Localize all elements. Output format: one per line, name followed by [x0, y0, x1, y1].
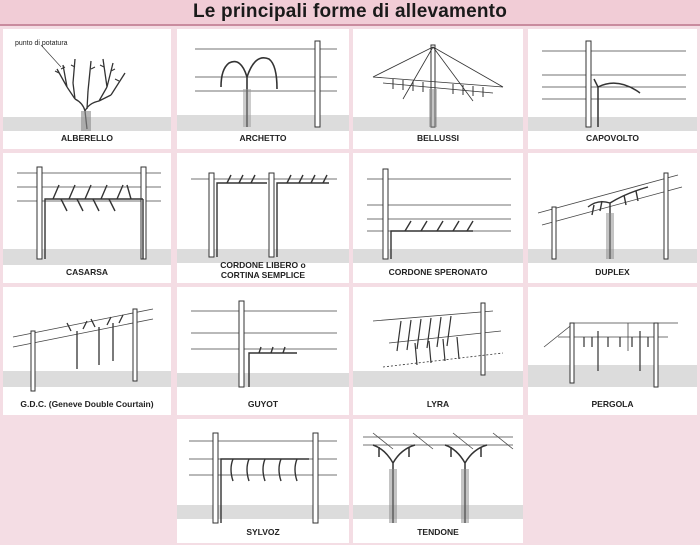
capovolto-illustration — [528, 29, 697, 149]
label-bellussi: BELLUSSI — [416, 133, 460, 143]
label-tendone: TENDONE — [417, 527, 459, 537]
panel-duplex — [528, 153, 697, 283]
sylvoz-illustration — [177, 419, 349, 543]
page-title: Le principali forme di allevamento — [192, 1, 508, 22]
label-sylvoz: SYLVOZ — [246, 527, 280, 537]
label-cordone-libero — [177, 260, 349, 280]
casarsa-illustration — [3, 153, 171, 283]
label-cordone-speronato: CORDONE SPERONATO — [388, 267, 488, 277]
tendone-illustration — [353, 419, 523, 543]
title-bar — [0, 0, 700, 26]
panel-casarsa — [3, 153, 171, 283]
label-alberello: ALBERELLO — [61, 133, 113, 143]
panel-tendone — [353, 419, 523, 543]
bellussi-illustration — [353, 29, 523, 149]
panel-archetto — [177, 29, 349, 149]
label-archetto: ARCHETTO — [239, 133, 287, 143]
pergola-illustration — [528, 287, 697, 415]
label-pergola: PERGOLA — [591, 399, 634, 409]
panel-sylvoz — [177, 419, 349, 543]
lyra-illustration — [353, 287, 523, 415]
alberello-illustration — [3, 29, 171, 149]
panel-alberello — [3, 29, 171, 149]
label-capovolto: CAPOVOLTO — [585, 133, 640, 143]
label-cordone-libero-line2: CORTINA SEMPLICE — [220, 270, 306, 280]
label-duplex: DUPLEX — [595, 267, 630, 277]
gdc-illustration — [3, 287, 171, 415]
label-casarsa: CASARSA — [65, 267, 109, 277]
duplex-illustration — [528, 153, 697, 283]
panel-bellussi — [353, 29, 523, 149]
pruning-point-annotation: punto di potatura — [15, 40, 68, 47]
archetto-illustration — [177, 29, 349, 149]
panel-capovolto — [528, 29, 697, 149]
panel-pergola — [528, 287, 697, 415]
label-lyra: LYRA — [426, 399, 450, 409]
panel-cordone-libero — [177, 153, 349, 283]
label-cordone-libero-line1: CORDONE LIBERO o — [220, 260, 306, 270]
cordone-speronato-illustration — [353, 153, 523, 283]
panel-lyra — [353, 287, 523, 415]
label-guyot: GUYOT — [247, 399, 279, 409]
guyot-illustration — [177, 287, 349, 415]
label-gdc: G.D.C. (Geneve Double Courtain) — [20, 399, 154, 409]
training-systems-grid — [0, 26, 700, 545]
panel-guyot — [177, 287, 349, 415]
panel-cordone-speronato — [353, 153, 523, 283]
panel-gdc — [3, 287, 171, 415]
